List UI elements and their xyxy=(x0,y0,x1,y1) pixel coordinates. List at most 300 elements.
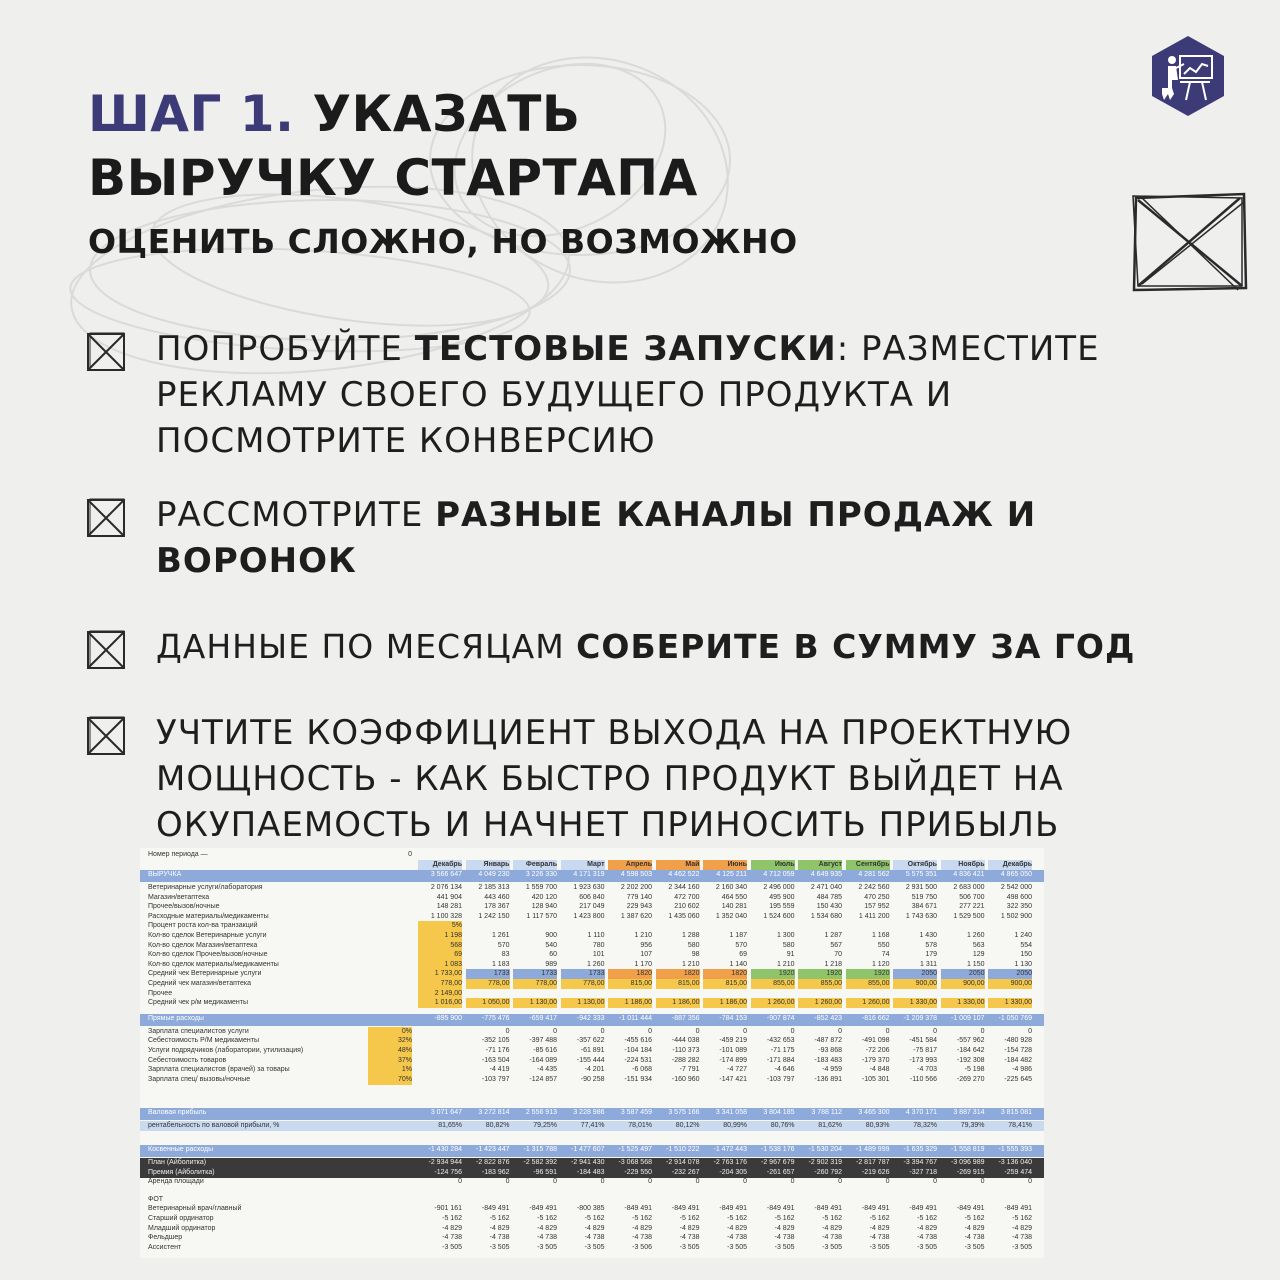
spreadsheet-cell: 37% xyxy=(368,1056,412,1066)
spreadsheet-cell: -184 483 xyxy=(576,1168,605,1176)
spreadsheet-row xyxy=(140,979,1044,989)
spreadsheet-cell: 0 xyxy=(505,1178,510,1186)
spreadsheet-cell: 0 xyxy=(695,1027,700,1035)
spreadsheet-cell: 79,25% xyxy=(533,1122,557,1130)
spreadsheet-cell: -4 727 xyxy=(727,1066,747,1074)
spreadsheet-row-label: Себестоимость Р/М медикаменты xyxy=(148,1037,259,1045)
spreadsheet-cell: -269 915 xyxy=(956,1168,985,1176)
spreadsheet-cell: 1 524 600 xyxy=(763,912,795,920)
spreadsheet-cell: -4 829 xyxy=(537,1224,557,1232)
spreadsheet-month-header: Март xyxy=(561,860,605,870)
spreadsheet-cell: -2 967 679 xyxy=(761,1159,795,1166)
spreadsheet-cell: -4 738 xyxy=(964,1234,985,1242)
spreadsheet-row-label: Зарплата специалистов услуги xyxy=(148,1027,249,1035)
spreadsheet-cell: 1 733,00 xyxy=(418,969,462,979)
spreadsheet-cell: 78,01% xyxy=(628,1122,652,1130)
spreadsheet-cell: 229 943 xyxy=(626,903,652,911)
spreadsheet-cell: -3 136 040 xyxy=(998,1159,1032,1166)
spreadsheet-cell: -849 491 xyxy=(766,1205,795,1213)
spreadsheet-cell: 900 xyxy=(545,932,557,939)
spreadsheet-cell: -849 491 xyxy=(1004,1205,1032,1213)
spreadsheet-cell: 157 952 xyxy=(864,903,890,911)
spreadsheet-cell: -163 504 xyxy=(481,1056,510,1064)
spreadsheet-cell: 1 260 xyxy=(586,960,605,968)
spreadsheet-cell: 1 198 xyxy=(418,931,462,941)
spreadsheet-cell: 580 xyxy=(782,941,795,949)
spreadsheet-cell: -327 718 xyxy=(909,1168,937,1176)
spreadsheet-cell: -3 505 xyxy=(774,1243,795,1251)
spreadsheet-cell: 3 575 166 xyxy=(668,1109,700,1117)
spreadsheet-cell: -5 162 xyxy=(442,1215,462,1222)
spreadsheet-cell: 1 130 xyxy=(1014,960,1032,968)
spreadsheet-cell: -75 817 xyxy=(913,1047,937,1054)
spreadsheet-row xyxy=(140,1046,1044,1056)
spreadsheet-cell: 78,41% xyxy=(1008,1122,1032,1130)
spreadsheet-cell: -5 162 xyxy=(1012,1215,1032,1222)
spreadsheet-cell: 1 150 xyxy=(966,960,985,968)
spreadsheet-row xyxy=(140,950,1044,960)
spreadsheet-cell: 0 xyxy=(933,1027,937,1035)
spreadsheet-cell: 855,00 xyxy=(798,979,842,989)
spreadsheet-cell: 1 534 680 xyxy=(810,912,842,920)
spreadsheet-cell: -4 738 xyxy=(822,1234,842,1242)
spreadsheet-row-label: Кол-во сделок Прочее/вызов/ночные xyxy=(148,951,268,959)
spreadsheet-row xyxy=(140,931,1044,941)
spreadsheet-cell: -4 435 xyxy=(537,1066,557,1074)
spreadsheet-cell: 70 xyxy=(834,951,842,959)
spreadsheet-cell: -1 530 204 xyxy=(808,1146,842,1153)
spreadsheet-cell: -1 555 393 xyxy=(998,1146,1032,1153)
spreadsheet-row-label: Расходные материалы/медикаменты xyxy=(148,912,269,920)
spreadsheet-cell: 855,00 xyxy=(751,979,795,989)
spreadsheet-cell: -1 538 176 xyxy=(761,1146,795,1153)
spreadsheet-cell: -849 491 xyxy=(814,1205,842,1213)
spreadsheet-cell: 217 049 xyxy=(579,903,605,911)
spreadsheet-cell: 1820 xyxy=(656,969,700,979)
spreadsheet-row-label: Средний чек Ветеринарные услуги xyxy=(148,970,262,978)
spreadsheet-cell: -4 738 xyxy=(489,1234,510,1242)
spreadsheet-cell: 1 170 xyxy=(634,960,652,968)
checkbox-crossed-icon xyxy=(86,630,126,670)
spreadsheet-cell: 1 130,00 xyxy=(561,998,605,1008)
spreadsheet-cell: 107 xyxy=(640,951,652,959)
spreadsheet-row-label: Прямые расходы xyxy=(148,1014,204,1022)
spreadsheet-cell: -3 505 xyxy=(964,1243,985,1251)
list-item-text xyxy=(156,624,1196,670)
spreadsheet-cell: -124 857 xyxy=(529,1075,557,1083)
spreadsheet-row xyxy=(140,1036,1044,1046)
spreadsheet-cell: 1 210 xyxy=(634,932,652,939)
item-text-regular: РАССМОТРИТЕ xyxy=(156,495,436,535)
spreadsheet-cell: 484 785 xyxy=(816,893,842,901)
spreadsheet-cell: 778,00 xyxy=(513,979,557,989)
spreadsheet-cell: 4 649 935 xyxy=(810,871,842,878)
spreadsheet-cell: -71 175 xyxy=(770,1047,795,1054)
spreadsheet-cell: 1 330,00 xyxy=(988,998,1032,1008)
spreadsheet-cell: -1 489 999 xyxy=(856,1146,890,1153)
spreadsheet-cell: -85 616 xyxy=(533,1047,557,1054)
spreadsheet-cell: -895 900 xyxy=(434,1014,462,1022)
checkbox-crossed-icon xyxy=(86,498,126,538)
spreadsheet-cell: 2 542 000 xyxy=(1000,884,1032,891)
page-subtitle: ОЦЕНИТЬ СЛОЖНО, НО ВОЗМОЖНО xyxy=(88,222,798,261)
spreadsheet-header-label: Номер периода — xyxy=(148,851,208,858)
spreadsheet-cell: 0 xyxy=(838,1027,842,1035)
spreadsheet-cell: -3 096 989 xyxy=(951,1159,985,1166)
spreadsheet-cell: 4 598 503 xyxy=(620,871,652,878)
spreadsheet-cell: -3 068 568 xyxy=(618,1159,652,1166)
spreadsheet-cell: -93 868 xyxy=(818,1047,842,1054)
spreadsheet-cell: 779 140 xyxy=(626,893,652,901)
spreadsheet-cell: 2 344 160 xyxy=(668,884,700,891)
spreadsheet-cell: 70% xyxy=(368,1075,412,1085)
spreadsheet-row-label: Фельдшер xyxy=(148,1234,183,1242)
spreadsheet-row xyxy=(140,989,1044,999)
spreadsheet-cell: -4 738 xyxy=(679,1234,700,1242)
spreadsheet-row xyxy=(140,941,1044,951)
spreadsheet-cell: 1 260,00 xyxy=(798,998,842,1008)
spreadsheet-cell: 815,00 xyxy=(656,979,700,989)
spreadsheet-cell: 101 xyxy=(592,951,605,959)
spreadsheet-row xyxy=(140,912,1044,922)
spreadsheet-cell: 1 130,00 xyxy=(513,998,557,1008)
spreadsheet-cell: 0 xyxy=(553,1178,557,1186)
spreadsheet-cell: -1 558 819 xyxy=(951,1146,985,1153)
spreadsheet-row xyxy=(140,1233,1044,1243)
spreadsheet-cell: -5 162 xyxy=(727,1215,747,1222)
spreadsheet-cell: -136 891 xyxy=(814,1075,842,1083)
spreadsheet-cell: 900,00 xyxy=(988,979,1032,989)
spreadsheet-row-label: Валовая прибыль xyxy=(148,1109,207,1117)
spreadsheet-cell: 780 xyxy=(592,941,605,949)
spreadsheet-cell: 815,00 xyxy=(608,979,652,989)
spreadsheet-cell: -5 162 xyxy=(917,1215,937,1222)
spreadsheet-cell: 1 423 800 xyxy=(573,912,605,920)
spreadsheet-row xyxy=(140,1014,1044,1026)
spreadsheet-cell: -849 491 xyxy=(719,1205,747,1213)
spreadsheet-cell: -2 822 876 xyxy=(476,1159,510,1166)
spreadsheet-cell: 0 xyxy=(600,1027,605,1035)
page-title xyxy=(88,84,698,208)
spreadsheet-cell: -4 829 xyxy=(442,1224,462,1232)
spreadsheet-cell: -849 491 xyxy=(481,1205,510,1213)
spreadsheet-cell: 1 330,00 xyxy=(941,998,985,1008)
spreadsheet-cell: 519 750 xyxy=(911,893,937,901)
spreadsheet-cell: 1 529 500 xyxy=(953,912,985,920)
spreadsheet-cell: 1 287 xyxy=(824,932,842,939)
spreadsheet-cell: 1 288 xyxy=(681,932,700,939)
spreadsheet-row xyxy=(140,921,1044,931)
spreadsheet-cell: -61 891 xyxy=(580,1047,605,1054)
spreadsheet-cell: 1 186,00 xyxy=(608,998,652,1008)
spreadsheet-cell: 150 xyxy=(1020,951,1032,959)
spreadsheet-cell: -219 626 xyxy=(861,1168,890,1176)
spreadsheet-cell: 1 435 060 xyxy=(668,912,700,920)
spreadsheet-cell: -3 506 xyxy=(632,1243,652,1251)
spreadsheet-row xyxy=(140,960,1044,970)
spreadsheet-row-label: ВЫРУЧКА xyxy=(148,871,182,878)
spreadsheet-cell: -4 829 xyxy=(632,1224,652,1232)
spreadsheet-cell: -444 038 xyxy=(671,1037,700,1045)
spreadsheet-row xyxy=(140,969,1044,979)
spreadsheet-row-label: рентабельность по валовой прибыли, % xyxy=(148,1122,280,1130)
spreadsheet-row xyxy=(140,1224,1044,1234)
spreadsheet-cell: 1 260 xyxy=(966,932,985,939)
spreadsheet-cell: 3 587 459 xyxy=(620,1109,652,1117)
spreadsheet-cell: 1 100 328 xyxy=(430,912,462,920)
spreadsheet-row-label: Услуги подрядчиков (лаборатории, утилизация) xyxy=(148,1047,304,1054)
spreadsheet-cell: -4 829 xyxy=(489,1224,510,1232)
spreadsheet-row-label: Себестоимость товаров xyxy=(148,1056,227,1064)
spreadsheet-cell: 3 804 185 xyxy=(763,1109,795,1117)
spreadsheet-month-header: Июль xyxy=(751,860,795,870)
spreadsheet-cell: 1 411 200 xyxy=(858,912,890,920)
spreadsheet-cell: -5 162 xyxy=(679,1215,700,1222)
spreadsheet-cell: 277 221 xyxy=(959,903,985,911)
spreadsheet-cell: -105 301 xyxy=(861,1075,890,1083)
spreadsheet-cell: 0 xyxy=(505,1027,510,1035)
item-text-regular: ДАННЫЕ ПО МЕСЯЦАМ xyxy=(156,627,577,666)
spreadsheet-cell: 81,65% xyxy=(438,1122,462,1130)
spreadsheet-cell: 1 120 xyxy=(871,960,890,968)
spreadsheet-cell: 80,99% xyxy=(723,1122,747,1130)
spreadsheet-cell: -397 488 xyxy=(529,1037,557,1045)
spreadsheet-cell: 0 xyxy=(648,1027,652,1035)
spreadsheet-cell: -4 738 xyxy=(869,1234,890,1242)
spreadsheet-cell: 3 788 112 xyxy=(811,1109,842,1117)
spreadsheet-cell: 5% xyxy=(418,921,462,931)
spreadsheet-cell: -1 009 107 xyxy=(951,1014,985,1022)
spreadsheet-cell: -1 050 769 xyxy=(998,1014,1032,1022)
spreadsheet-cell: 1 110 xyxy=(587,932,605,939)
spreadsheet-cell: -1 209 378 xyxy=(903,1014,937,1022)
spreadsheet-cell: 4 049 230 xyxy=(478,871,510,878)
spreadsheet-cell: -179 370 xyxy=(861,1056,890,1064)
spreadsheet-cell: -4 829 xyxy=(679,1224,700,1232)
spreadsheet-cell: -171 884 xyxy=(766,1056,795,1064)
spreadsheet-cell: 2 556 913 xyxy=(525,1109,557,1117)
crossed-box-icon xyxy=(1130,190,1250,294)
spreadsheet-row-label: Младший ординатор xyxy=(148,1224,216,1232)
spreadsheet-cell: 498 600 xyxy=(1006,893,1032,901)
spreadsheet-cell: 570 xyxy=(497,941,510,949)
spreadsheet-cell: -4 829 xyxy=(584,1224,605,1232)
spreadsheet-cell: -4 959 xyxy=(822,1066,842,1074)
spreadsheet-cell: 4 865 050 xyxy=(1000,871,1032,878)
spreadsheet-cell: 4 836 421 xyxy=(953,871,985,878)
spreadsheet-row xyxy=(140,1121,1044,1131)
spreadsheet-cell: 1 210 xyxy=(776,960,795,968)
spreadsheet-row-label: Зарплата специалистов (врачей) за товары xyxy=(148,1066,290,1074)
spreadsheet-cell: -907 874 xyxy=(766,1014,795,1022)
spreadsheet-cell: -90 258 xyxy=(580,1075,605,1083)
spreadsheet-cell: -4 829 xyxy=(917,1224,937,1232)
spreadsheet-cell: 0 xyxy=(790,1027,795,1035)
spreadsheet-month-header: Сентябрь xyxy=(846,860,890,870)
spreadsheet-cell: -204 305 xyxy=(719,1168,747,1176)
spreadsheet-cell: -5 162 xyxy=(869,1215,890,1222)
spreadsheet-cell: -1 635 329 xyxy=(903,1146,937,1153)
spreadsheet-row xyxy=(140,1195,1044,1205)
spreadsheet-cell: 900,00 xyxy=(941,979,985,989)
spreadsheet-month-header: Ноябрь xyxy=(941,860,985,870)
item-text-regular: УЧТИТЕ КОЭФФИЦИЕНТ ВЫХОДА НА ПРОЕКТНУЮ МОЩНОСТЬ - КАК БЫСТРО ПРОДУКТ ВЫЙДЕТ НА ОКУПАЕМОСТЬ И НАЧНЕТ ПРИНОСИТЬ ПРИБЫЛЬ xyxy=(156,713,1073,845)
spreadsheet-cell: 1920 xyxy=(751,969,795,979)
spreadsheet-row xyxy=(140,1145,1044,1157)
spreadsheet-cell: 0 xyxy=(1028,1178,1032,1186)
spreadsheet-cell: 4 462 522 xyxy=(668,871,700,878)
spreadsheet-cell: 1 502 900 xyxy=(1000,912,1032,920)
spreadsheet-cell: 0 xyxy=(933,1178,937,1186)
spreadsheet-cell: 91 xyxy=(786,951,795,959)
spreadsheet-cell: 550 xyxy=(877,941,890,949)
spreadsheet-cell: -151 934 xyxy=(624,1075,652,1083)
spreadsheet-cell: -6 068 xyxy=(632,1066,652,1074)
spreadsheet-cell: -4 419 xyxy=(489,1066,510,1074)
spreadsheet-cell: -357 622 xyxy=(576,1037,605,1045)
spreadsheet-cell: 4 125 211 xyxy=(716,871,747,878)
spreadsheet-row xyxy=(140,1158,1044,1168)
spreadsheet-cell: 1 140 xyxy=(729,960,747,968)
spreadsheet-cell: -160 960 xyxy=(671,1075,700,1083)
spreadsheet-cell: 0 xyxy=(980,1178,985,1186)
spreadsheet-row xyxy=(140,1214,1044,1224)
spreadsheet-cell: 80,76% xyxy=(770,1122,795,1130)
spreadsheet-cell: 0 xyxy=(1028,1027,1032,1035)
spreadsheet-cell: -3 505 xyxy=(727,1243,747,1251)
spreadsheet-cell: -3 505 xyxy=(442,1243,462,1251)
item-text-regular: ПОПРОБУЙТЕ xyxy=(156,329,415,369)
spreadsheet-cell: -451 584 xyxy=(909,1037,937,1045)
spreadsheet-cell: 74 xyxy=(881,951,890,959)
spreadsheet-cell: 1 242 150 xyxy=(478,912,510,920)
spreadsheet-cell: 495 900 xyxy=(769,893,795,901)
spreadsheet-cell: -232 267 xyxy=(671,1168,700,1176)
spreadsheet-cell: 464 550 xyxy=(721,893,747,901)
spreadsheet-row-label: Кол-во сделок Магазин/ветаптека xyxy=(148,941,258,949)
spreadsheet-cell: -5 162 xyxy=(774,1215,795,1222)
list-item-text xyxy=(156,326,1196,464)
spreadsheet-cell: -1 510 222 xyxy=(666,1146,700,1153)
spreadsheet-row-label: Ветеринарный врач/главный xyxy=(148,1205,242,1213)
spreadsheet-cell: -1 011 444 xyxy=(619,1014,652,1022)
spreadsheet-header-row xyxy=(140,850,1044,860)
spreadsheet-cell: -5 162 xyxy=(822,1215,842,1222)
spreadsheet-row-label: Средний чек р/м медикаменты xyxy=(148,999,249,1007)
spreadsheet-cell: 3 465 300 xyxy=(858,1109,890,1117)
spreadsheet-cell: -101 089 xyxy=(719,1047,747,1054)
spreadsheet-cell: -4 738 xyxy=(1012,1234,1032,1242)
spreadsheet-cell: -147 421 xyxy=(719,1075,747,1083)
spreadsheet-cell: -3 505 xyxy=(869,1243,890,1251)
spreadsheet-cell: 4 370 171 xyxy=(905,1109,937,1117)
spreadsheet-cell: -174 899 xyxy=(719,1056,747,1064)
spreadsheet-cell: 1 260,00 xyxy=(751,998,795,1008)
spreadsheet-cell: 80,82% xyxy=(485,1122,510,1130)
spreadsheet-cell: 900,00 xyxy=(893,979,937,989)
spreadsheet-cell: -103 797 xyxy=(481,1075,510,1083)
spreadsheet-cell: -4 738 xyxy=(632,1234,652,1242)
spreadsheet-cell: 1% xyxy=(368,1065,412,1075)
spreadsheet-cell: 80,12% xyxy=(675,1122,700,1130)
spreadsheet-cell: 3 272 814 xyxy=(478,1109,510,1117)
spreadsheet-cell: -5 162 xyxy=(537,1215,557,1222)
spreadsheet-cell: -352 105 xyxy=(481,1037,510,1045)
spreadsheet-cell: -103 797 xyxy=(766,1075,795,1083)
spreadsheet-row xyxy=(140,1204,1044,1214)
spreadsheet-cell: 79,39% xyxy=(960,1122,985,1130)
spreadsheet-row-label: Ветеринарные услуги/лаборатория xyxy=(148,884,263,891)
spreadsheet-row-label: Прочее xyxy=(148,989,173,997)
spreadsheet-row-label: ФОТ xyxy=(148,1195,164,1203)
spreadsheet-cell: 989 xyxy=(545,960,557,968)
spreadsheet-cell: -259 474 xyxy=(1004,1168,1032,1176)
spreadsheet-cell: 384 671 xyxy=(911,903,937,911)
spreadsheet-row xyxy=(140,1243,1044,1253)
spreadsheet-row xyxy=(140,902,1044,912)
spreadsheet-months-row xyxy=(140,860,1044,870)
spreadsheet-cell: 1733 xyxy=(466,969,510,979)
spreadsheet-cell: 563 xyxy=(972,941,985,949)
spreadsheet-cell: 2050 xyxy=(988,969,1032,979)
spreadsheet-cell: 0 xyxy=(838,1178,842,1186)
spreadsheet-cell: 3 226 330 xyxy=(525,871,557,878)
spreadsheet-cell: 815,00 xyxy=(703,979,747,989)
spreadsheet-cell: 443 460 xyxy=(484,893,510,901)
spreadsheet-cell: 420 120 xyxy=(531,893,557,901)
spreadsheet-cell: 470 250 xyxy=(864,893,890,901)
item-text-bold: ТЕСТОВЫЕ ЗАПУСКИ xyxy=(414,329,837,369)
spreadsheet-cell: -3 505 xyxy=(537,1243,557,1251)
spreadsheet-cell: 1 210 xyxy=(681,960,700,968)
spreadsheet-cell: 1 260,00 xyxy=(846,998,890,1008)
spreadsheet-cell: -4 829 xyxy=(869,1224,890,1232)
spreadsheet-cell: -4 738 xyxy=(442,1234,462,1242)
spreadsheet-cell: 441 904 xyxy=(436,893,462,901)
spreadsheet-cell: -816 662 xyxy=(861,1014,890,1022)
spreadsheet-cell: 1 240 xyxy=(1014,932,1032,939)
spreadsheet-cell: -183 962 xyxy=(481,1168,510,1176)
spreadsheet-month-header: Июнь xyxy=(703,860,747,870)
spreadsheet-row xyxy=(140,1027,1044,1037)
spreadsheet-cell: -269 270 xyxy=(956,1075,985,1083)
spreadsheet-row-label: Старший ординатор xyxy=(148,1215,214,1222)
spreadsheet-cell: -224 531 xyxy=(624,1056,652,1064)
spreadsheet-cell: -2 817 787 xyxy=(856,1159,890,1166)
title-line2: ВЫРУЧКУ СТАРТАПА xyxy=(88,149,698,207)
spreadsheet-cell: -288 282 xyxy=(671,1056,700,1064)
spreadsheet-cell: 128 940 xyxy=(531,903,557,911)
spreadsheet-cell: -3 505 xyxy=(822,1243,842,1251)
spreadsheet-cell: 78,32% xyxy=(913,1122,937,1130)
spreadsheet-cell: 778,00 xyxy=(466,979,510,989)
spreadsheet-cell: 3 566 647 xyxy=(430,871,462,878)
spreadsheet-cell: 195 559 xyxy=(769,903,795,911)
spreadsheet-cell: 0 xyxy=(980,1027,985,1035)
list-item-capacity-coefficient xyxy=(86,710,1196,848)
spreadsheet-cell: -110 373 xyxy=(672,1047,700,1054)
spreadsheet-cell: 2 160 340 xyxy=(715,884,747,891)
spreadsheet-cell: -4 738 xyxy=(774,1234,795,1242)
spreadsheet-cell: 2 242 560 xyxy=(858,884,890,891)
spreadsheet-cell: -225 645 xyxy=(1004,1075,1032,1083)
spreadsheet-cell: -155 444 xyxy=(576,1056,605,1064)
spreadsheet-cell: 4 281 562 xyxy=(858,871,890,878)
spreadsheet-cell: -5 198 xyxy=(964,1066,985,1074)
spreadsheet-cell: -72 206 xyxy=(865,1047,890,1054)
spreadsheet-cell: 1 330,00 xyxy=(893,998,937,1008)
spreadsheet-cell: 4 171 319 xyxy=(573,871,605,878)
